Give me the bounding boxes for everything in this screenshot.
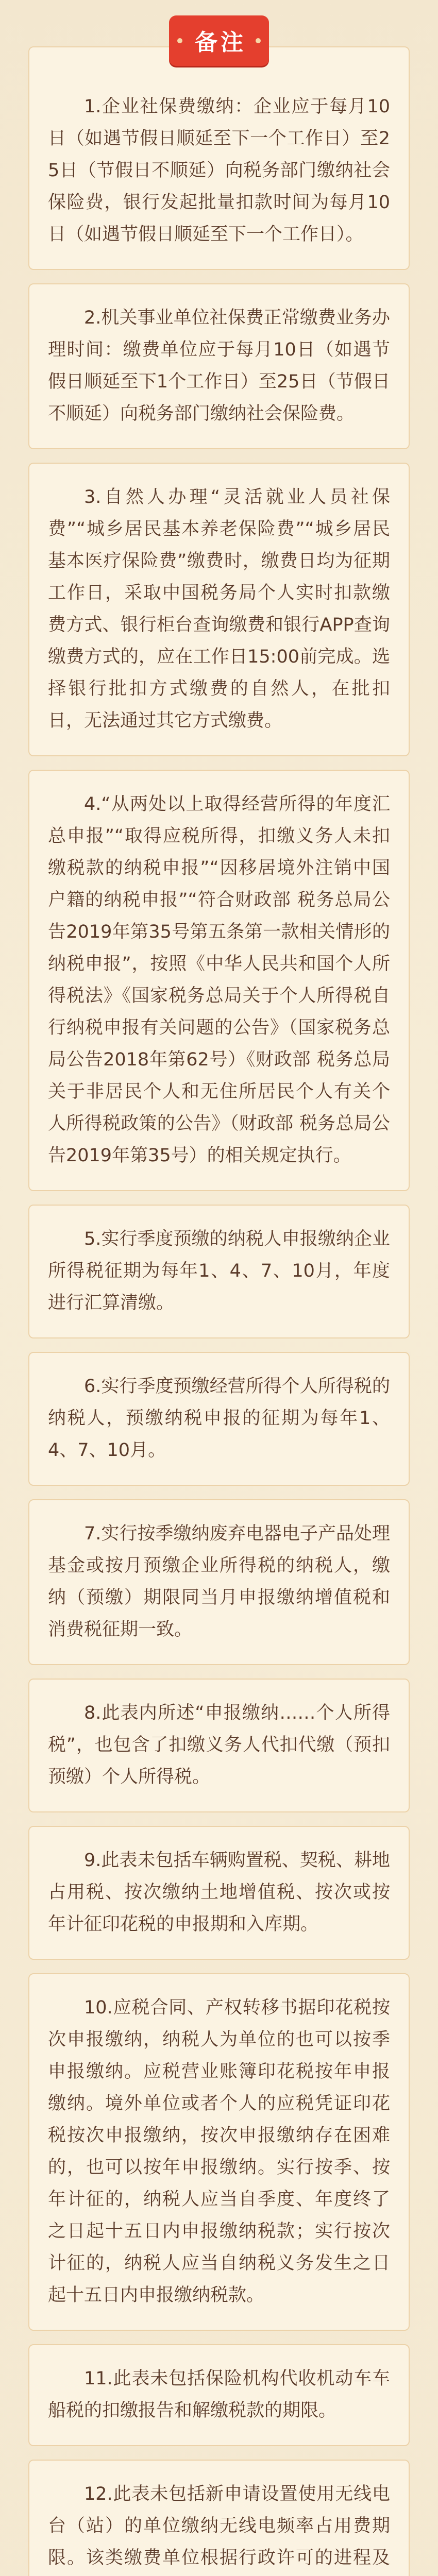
note-card [28, 770, 410, 1191]
note-card [28, 1973, 410, 2331]
note-card [28, 2344, 410, 2446]
note-text: 4.“从两处以上取得经营所得的年度汇总申报”“取得应税所得，扣缴义务人未扣缴税款的纳税申报”“因移居境外注销中国户籍的纳税申报”“符合财政部 税务总局公告2019年第35号第五条第一款相关情形的纳税申报”，按照《中华人民共和国个人所得税法》《国家税务总局关于个人所得税自行纳税申报有关问题的公告》（国家税务总局公告2018年第62号）《财政部 税务总局关于非居民个人和无住所居民个人有关个人所得税政策的公告》（财政部 税务总局公告2019年第35号）的相关规定执行。 [48, 794, 390, 1166]
note-card [28, 463, 410, 756]
note-text: 7.实行按季缴纳废弃电器电子产品处理基金或按月预缴企业所得税的纳税人，缴纳（预缴）期限同当月申报缴纳增值税和消费税征期一致。 [48, 1523, 390, 1640]
note-card [28, 1679, 410, 1812]
note-card [28, 1826, 410, 1960]
note-text: 11.此表未包括保险机构代收机动车车船税的扣缴报告和解缴税款的期限。 [48, 2368, 390, 2421]
notes-page [28, 29, 410, 2576]
note-text: 12.此表未包括新申请设置使用无线电台（站）的单位缴纳无线电频率占用费期限。该类缴费单位根据行政许可的进程及 [48, 2484, 390, 2568]
note-text: 8.此表内所述“申报缴纳……个人所得税”，也包含了扣缴义务人代扣代缴（预扣预缴）个人所得税。 [48, 1703, 390, 1787]
note-text: 10.应税合同、产权转移书据印花税按次申报缴纳，纳税人为单位的也可以按季申报缴纳。应税营业账簿印花税按年申报缴纳。境外单位或者个人的应税凭证印花税按次申报缴纳，按次申报缴纳存在困难的，也可以按年申报缴纳。实行按季、按年计征的，纳税人应当自季度、年度终了之日起十五日内申报缴纳税款；实行按次计征的，纳税人应当自纳税义务发生之日起十五日内申报缴纳税款。 [48, 1997, 390, 2306]
note-card [28, 2460, 410, 2576]
note-text: 9.此表未包括车辆购置税、契税、耕地占用税、按次缴纳土地增值税、按次或按年计征印花税的申报期和入库期。 [48, 1850, 390, 1935]
note-text: 6.实行季度预缴经营所得个人所得税的纳税人，预缴纳税申报的征期为每年1、4、7、10月。 [48, 1376, 390, 1461]
note-card [28, 46, 410, 270]
notes-header [28, 15, 410, 66]
note-card [28, 1352, 410, 1486]
note-text: 5.实行季度预缴的纳税人申报缴纳企业所得税征期为每年1、4、7、10月，年度进行汇算清缴。 [48, 1229, 390, 1313]
note-card [28, 1499, 410, 1665]
note-text: 1.企业社保费缴纳：企业应于每月10日（如遇节假日顺延至下一个工作日）至25日（节假日不顺延）向税务部门缴纳社会保险费，银行发起批量扣款时间为每月10日（如遇节假日顺延至下一个工作日）。 [48, 96, 390, 245]
note-card [28, 1205, 410, 1338]
note-text: 3.自然人办理“灵活就业人员社保费”“城乡居民基本养老保险费”“城乡居民基本医疗保险费”缴费时，缴费日均为征期工作日，采取中国税务局个人实时扣款缴费方式、银行柜台查询缴费和银行APP查询缴费方式的，应在工作日15:00前完成。选择银行批扣方式缴费的自然人，在批扣日，无法通过其它方式缴费。 [48, 487, 390, 731]
notes-title-badge: 备注 [169, 15, 269, 66]
note-card [28, 283, 410, 449]
notes-list [28, 46, 410, 2576]
note-text: 2.机关事业单位社保费正常缴费业务办理时间：缴费单位应于每月10日（如遇节假日顺延至下1个工作日）至25日（节假日不顺延）向税务部门缴纳社会保险费。 [48, 308, 390, 424]
